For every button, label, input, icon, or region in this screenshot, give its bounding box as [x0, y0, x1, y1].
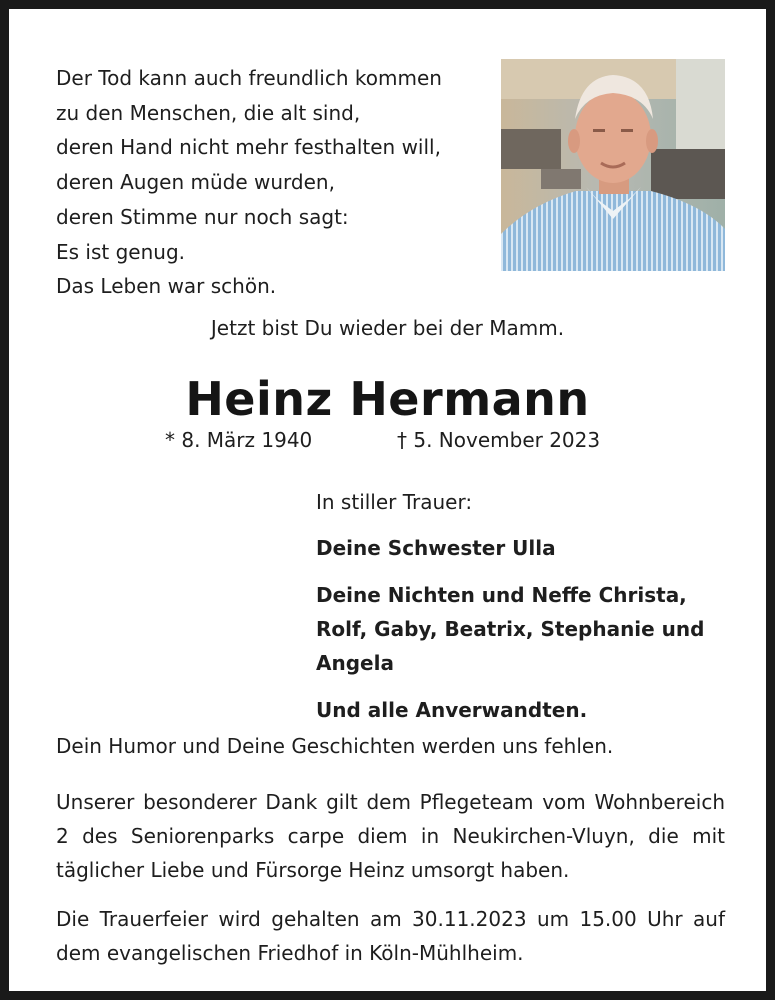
- poem-line: deren Augen müde wurden,: [56, 170, 335, 195]
- poem-line: Das Leben war schön.: [56, 274, 277, 299]
- poem-line: zu den Menschen, die alt sind,: [56, 100, 361, 125]
- poem-line: deren Stimme nur noch sagt:: [56, 204, 349, 229]
- mourner-group: Und alle Anverwandten.: [316, 698, 588, 722]
- thanks-text: Unserer besonderer Dank gilt dem Pflegeteam vom Wohnbereich 2 des Seniorenparks carpe diem in Neukirchen-Vluyn, die mit täglicher Liebe und Fürsorge Heinz umsorgt haben.: [56, 790, 725, 882]
- mourning-intro: In stiller Trauer:: [316, 490, 473, 514]
- mourner-group: Deine Schwester Ulla: [316, 536, 556, 560]
- remembrance-text: Dein Humor und Deine Geschichten werden uns fehlen.: [56, 734, 614, 758]
- farewell-quote: Jetzt bist Du wieder bei der Mamm.: [210, 316, 565, 340]
- poem-line: deren Hand nicht mehr festhalten will,: [56, 135, 441, 160]
- deceased-name: Heinz Hermann: [185, 372, 590, 426]
- poem-line: Der Tod kann auch freundlich kommen: [56, 66, 442, 90]
- funeral-info: Die Trauerfeier wird gehalten am 30.11.2023 um 15.00 Uhr auf dem evangelischen Friedhof in Köln-Mühlheim.: [56, 907, 725, 965]
- poem: [56, 61, 486, 304]
- birth-date: * 8. März 1940: [165, 428, 313, 452]
- portrait-photo: [501, 59, 725, 271]
- death-date: † 5. November 2023: [397, 428, 601, 452]
- mourners-block: [316, 485, 726, 740]
- poem-line: Es ist genug.: [56, 239, 185, 264]
- mourner-group: Deine Nichten und Neffe Christa, Rolf, Gaby, Beatrix, Stephanie und Angela: [316, 583, 705, 675]
